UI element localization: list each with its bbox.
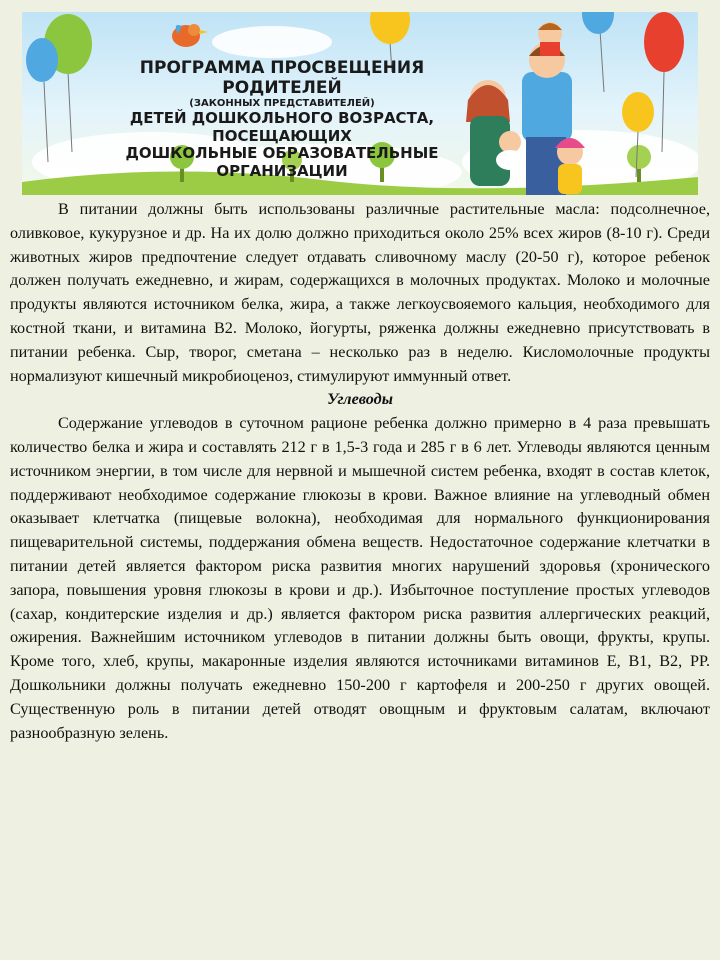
balloon-blue-icon: [26, 38, 58, 162]
section-heading-carbohydrates: Углеводы: [327, 390, 393, 409]
paragraph-carbohydrates: Содержание углеводов в суточном рационе ребенка должно примерно в 4 раза превышать количество белка и жира и составлять 212 г в 1,5-3 года и 285 г в 6 лет. Углеводы являются ценным источником энергии, в том числе для нервной и мышечной систем ребенка, входят в состав клеток, поддерживают необходимое содержание глюкозы в крови. Важное влияние на углеводный обмен оказывает клетчатка (пищевые волокна), необходимая для нормального функционирования пищеварительной системы, поддержания обмена веществ. Недостаточное содержание клетчатки в питании детей является фактором риска развития многих нарушений здоровья (хронического запора, повышения уровня глюкозы в крови и др.). Избыточное поступление простых углеводов (сахар, кондитерские изделия и др.) является фактором риска развития аллергических реакций, ожирения. Важнейшим источником углеводов в питании должны быть овощи, фрукты, крупы. Кроме того, хлеб, крупы, макаронные изделия являются источниками витаминов Е, В1, В2, РР. Дошкольники должны получать ежедневно 150-200 г картофеля и 200-250 г других овощей. Существенную роль в питании детей отводят овощным и фруктовым салатам, включают разнообразную зелень.: [10, 414, 710, 742]
banner-title: [92, 58, 472, 181]
banner-title-line1: ПРОГРАММА ПРОСВЕЩЕНИЯ РОДИТЕЛЕЙ: [139, 58, 425, 99]
bird-icon: [172, 24, 208, 47]
banner-title-line3: ДЕТЕЙ ДОШКОЛЬНОГО ВОЗРАСТА, ПОСЕЩАЮЩИХ: [129, 108, 435, 145]
header-banner: [22, 12, 698, 195]
banner-title-line4: ДОШКОЛЬНЫЕ ОБРАЗОВАТЕЛЬНЫЕ ОРГАНИЗАЦИИ: [125, 144, 439, 180]
article-body: [10, 198, 710, 745]
balloon-red-icon: [644, 12, 684, 152]
balloon-blue-icon: [582, 12, 614, 92]
paragraph-fats: В питании должны быть использованы различные растительные масла: подсолнечное, оливковое, кукурузное и др. На их долю должно приходиться около 25% всех жиров (8-10 г). Среди животных жиров предпочтение следует отдавать сливочному маслу (20-50 г), которое ребенок должен получать ежедневно, и жирам, содержащихся в молочных продуктах. Молоко и молочные продукты являются источником белка, жира, а также легкоусвояемого кальция, необходимого для костной ткани, и витамина В2. Молоко, йогурты, ряженка должны ежедневно присутствовать в питании ребенка. Сыр, творог, сметана – несколько раз в неделю. Кисломолочные продукты нормализуют кишечный микробиоценоз, стимулируют иммунный ответ.: [10, 200, 710, 385]
balloon-green-icon: [44, 14, 92, 152]
banner-title-line2: (ЗАКОННЫХ ПРЕДСТАВИТЕЛЕЙ): [189, 98, 375, 110]
